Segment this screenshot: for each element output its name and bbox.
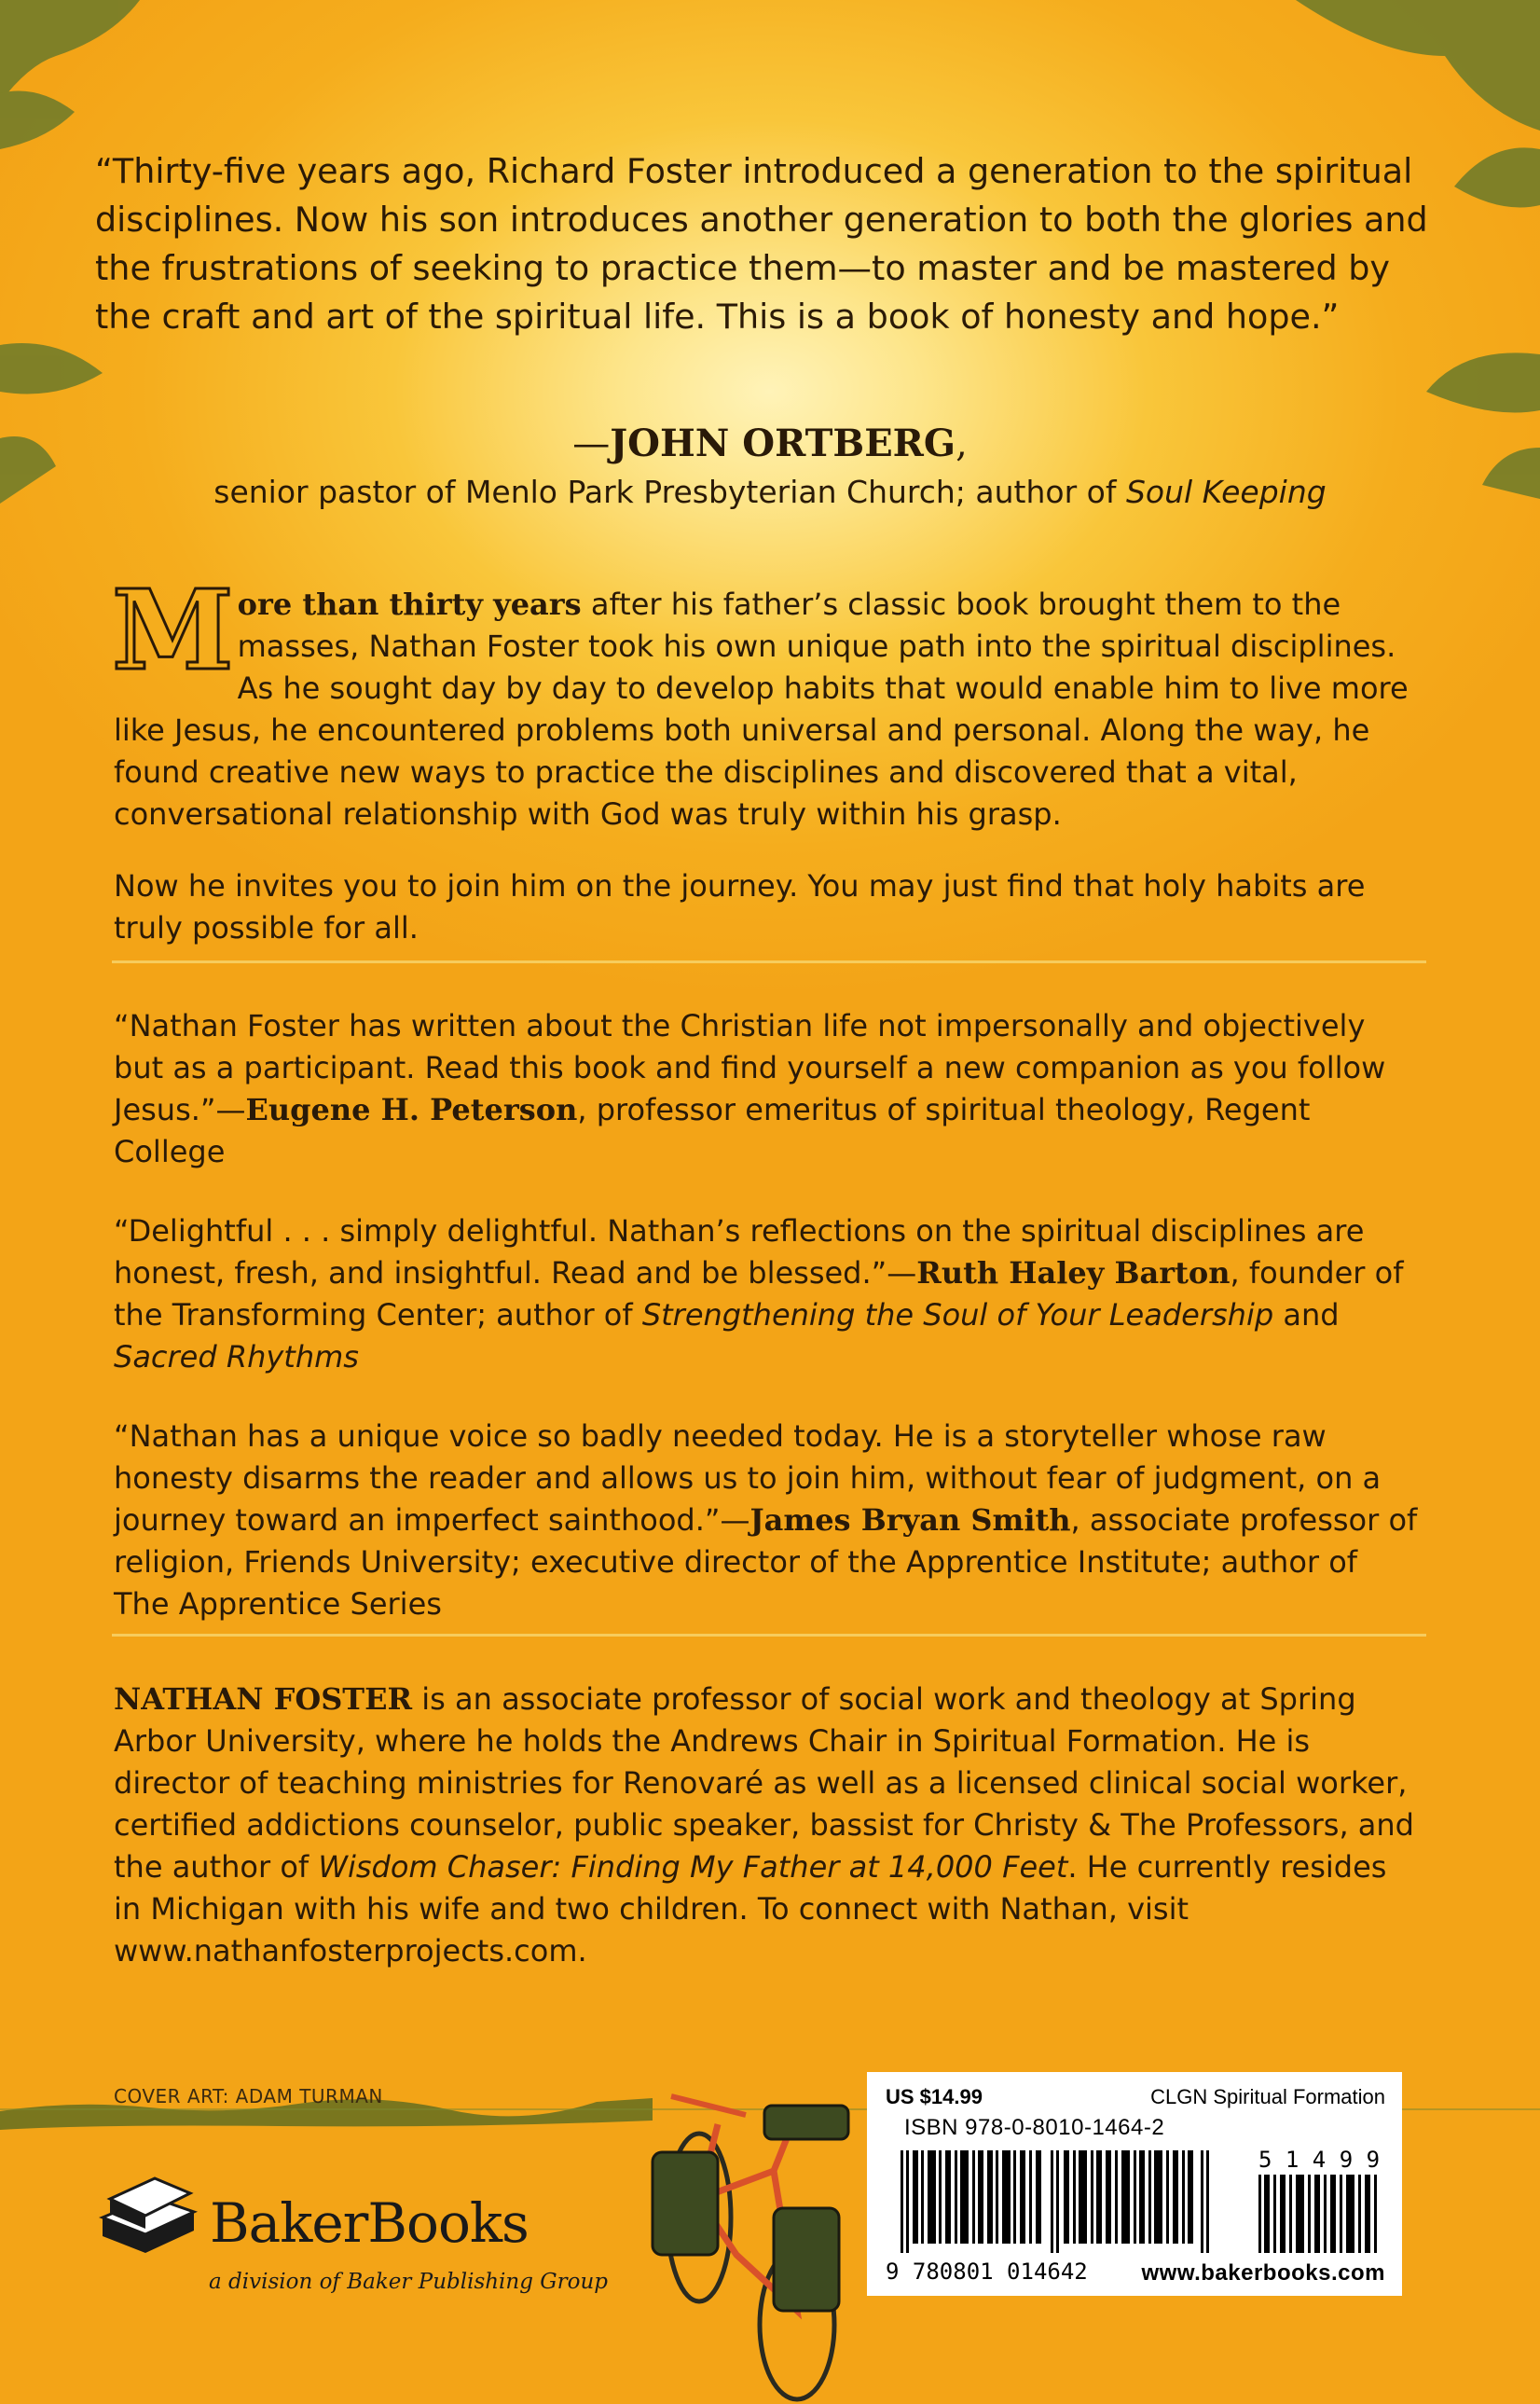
drop-cap-letter: M [112,565,234,695]
endorser-credentials: , professor emeritus of spiritual theology, Regent College [114,1092,1311,1169]
cover-art-credit: COVER ART: ADAM TURMAN [114,2085,383,2107]
author-book-title: Wisdom Chaser: Finding My Father at 14,000 Feet [318,1849,1068,1885]
endorser-credentials: , founder of the Transforming Center; author of [114,1255,1404,1333]
endorsement-quote: “Nathan Foster has written about the Christian life not impersonally and objectively but as a participant. Read this book and find yourself a new companion as you follow Jesus.”— [114,1008,1386,1127]
addon-barcode-bars [1258,2175,1380,2253]
author-bio [114,1679,1419,1972]
endorsement-quote: “Nathan has a unique voice so badly needed today. He is a storyteller whose raw honesty disarms the reader and allows us to join him, without fear of judgment, on a journey toward an imperfect sainthood.”— [114,1418,1382,1538]
ortberg-attribution [0,421,1540,465]
book-title: Strengthening the Soul of Your Leadership [641,1297,1274,1333]
bio-text: is an associate professor of social work and theology at Spring Arbor University, where he holds the Andrews Chair in Spiritual Formation. He is director of teaching ministries for Renovaré as well as a licensed clinical social worker, certified addictions counselor, public speaker, bassist for Christy & The Professors, and the author of [114,1681,1414,1885]
attribution-dash: — [572,422,611,465]
endorser-name: Ruth Haley Barton [916,1255,1231,1291]
publisher-name: BakerBooks [210,2191,529,2255]
endorser-name: Eugene H. Peterson [245,1092,578,1127]
ortberg-role [0,474,1540,510]
attribution-comma: , [956,422,968,465]
category-label: CLGN Spiritual Formation [1150,2085,1385,2108]
isbn-barcode-panel [867,2072,1402,2296]
endorsement-barton [114,1210,1419,1378]
divider-rule [112,960,1426,963]
endorsement-peterson [114,1005,1419,1173]
endorser-name: James Bryan Smith [749,1502,1071,1538]
author-name: NATHAN FOSTER [114,1681,413,1717]
endorsement-smith [114,1416,1419,1625]
endorsement-quote: “Delightful . . . simply delightful. Nathan’s reflections on the spiritual disciplines are honest, fresh, and insightful. Read and be blessed.”— [114,1213,1365,1291]
publisher-website: www.bakerbooks.com [1141,2260,1385,2286]
ean-barcode-bars [901,2150,1217,2253]
isbn-text: ISBN 978-0-8010-1464-2 [904,2115,1165,2140]
ortberg-quote: “Thirty-five years ago, Richard Foster introduced a generation to the spiritual disciplines. Now his son introduces another generation to both the glories and the frustrations of seeking to practice them—to master and be mastered by the craft and art of the spiritual life. This is a book of honesty and hope.” [95,151,1428,337]
touring-bicycle-illustration [634,2068,876,2404]
book-description [112,565,1419,836]
ortberg-book-title: Soul Keeping [1125,474,1327,510]
book-title: Sacred Rhythms [114,1339,359,1375]
addon-digits: 5 1 4 9 9 [1258,2147,1381,2173]
conjunction: and [1273,1297,1340,1333]
ean-digits: 9 780801 014642 [886,2259,1088,2285]
bakerbooks-logo-icon [97,2160,199,2262]
price-label: US $14.99 [886,2085,983,2108]
description-paragraph-1: after his father’s classic book brought them to the masses, Nathan Foster took his own unique path into the spiritual disciplines. As he sought day by day to develop habits that would enable him to live more like Jesus, he encountered problems both universal and personal. Along the way, he found creative new ways to practice the disciplines and discovered that a vital, conversational relationship with God was truly within his grasp. [114,587,1409,832]
endorser-credentials: , associate professor of religion, Friends University; executive director of the Apprentice Institute; author of The Apprentice Series [114,1502,1418,1622]
description-paragraph-2: Now he invites you to join him on the journey. You may just find that holy habits are truly possible for all. [114,868,1366,946]
ortberg-role-text: senior pastor of Menlo Park Presbyterian Church; author of [213,474,1126,510]
divider-rule [112,1634,1426,1637]
bio-text-end: . He currently resides in Michigan with his wife and two children. To connect with Nathan, visit www.nathanfosterprojects.com. [114,1849,1387,1969]
publisher-division: a division of Baker Publishing Group [209,2270,609,2294]
description-lead: ore than thirty years [237,587,582,622]
attribution-name: JOHN ORTBERG [610,421,956,465]
